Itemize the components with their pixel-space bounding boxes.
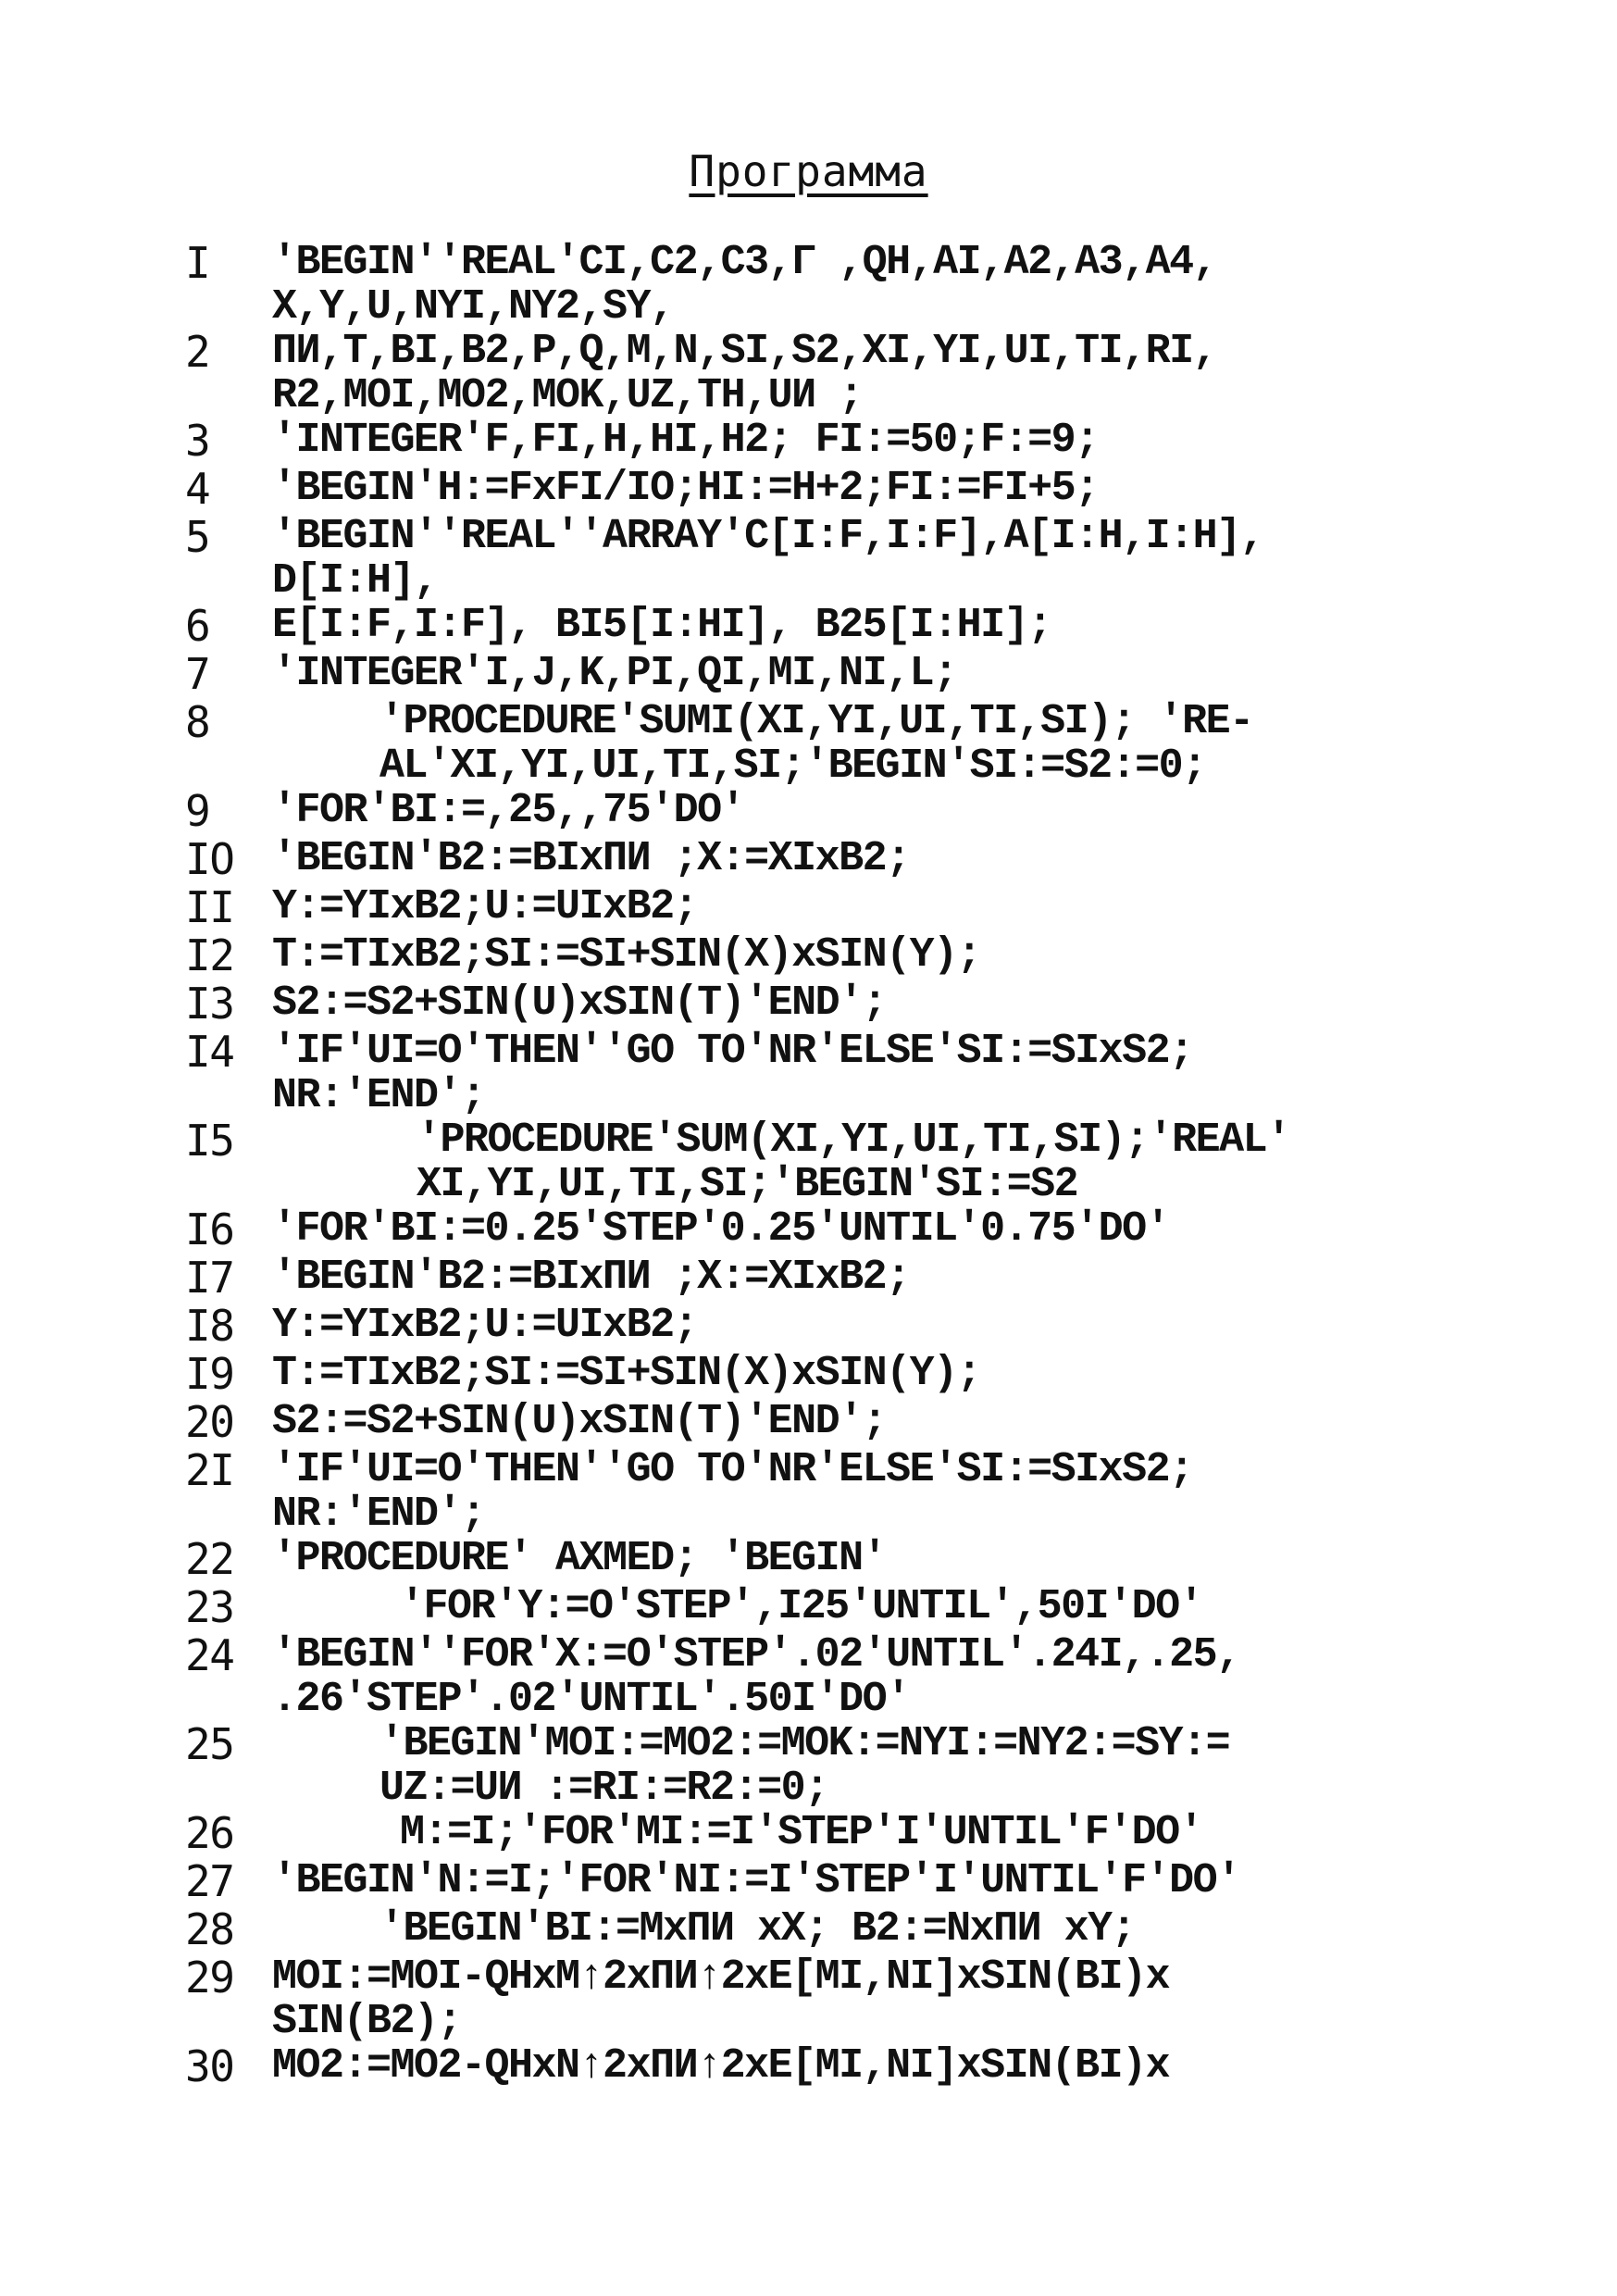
code-line	[185, 465, 1518, 513]
code-text: NR:'END';	[272, 1491, 485, 1538]
code-line-continuation	[185, 1676, 1518, 1723]
code-line	[185, 1117, 1518, 1165]
code-line	[185, 1631, 1518, 1679]
line-number: I6	[185, 1204, 234, 1254]
code-line	[185, 1905, 1518, 1953]
code-text: M:=I;'FOR'MI:=I'STEP'I'UNTIL'F'DO'	[400, 1809, 1203, 1856]
code-text: NR:'END';	[272, 1072, 485, 1119]
code-text: 'IF'UI=O'THEN''GO TO'NR'ELSE'SI:=SIxS2;	[272, 1446, 1193, 1493]
line-number: 8	[185, 697, 210, 747]
code-line	[185, 835, 1518, 883]
code-text: ПИ,T,BI,B2,P,Q,M,N,SI,S2,XI,YI,UI,TI,RI,	[272, 328, 1217, 375]
code-text: 'INTEGER'I,J,K,PI,QI,MI,NI,L;	[272, 650, 957, 697]
code-line-continuation	[185, 283, 1518, 331]
code-line	[185, 1720, 1518, 1768]
code-line	[185, 1398, 1518, 1446]
line-number: I	[185, 238, 210, 288]
line-number: 4	[185, 464, 210, 514]
code-text: R2,MOI,MO2,MOK,UZ,TH,UИ ;	[272, 372, 863, 419]
code-line	[185, 1446, 1518, 1494]
code-text: X,Y,U,NYI,NY2,SY,	[272, 283, 674, 331]
code-text: T:=TIxB2;SI:=SI+SIN(X)xSIN(Y);	[272, 931, 981, 979]
code-line	[185, 1254, 1518, 1302]
code-text: 'BEGIN'B2:=BIxПИ ;X:=XIxB2;	[272, 1254, 910, 1301]
line-number: 28	[185, 1904, 234, 1954]
line-number: 20	[185, 1397, 234, 1447]
program-listing	[185, 239, 1518, 2090]
code-text: AL'XI,YI,UI,TI,SI;'BEGIN'SI:=S2:=0;	[379, 742, 1206, 790]
code-text: SIN(B2);	[272, 1998, 462, 2045]
code-line	[185, 513, 1518, 561]
code-line	[185, 2042, 1518, 2090]
line-number: I8	[185, 1301, 234, 1351]
line-number: 3	[185, 416, 210, 466]
line-number: 24	[185, 1630, 234, 1680]
line-number: 2I	[185, 1445, 234, 1495]
code-line	[185, 1535, 1518, 1583]
code-line	[185, 1809, 1518, 1857]
code-text: D[I:H],	[272, 557, 438, 605]
code-line	[185, 1028, 1518, 1076]
code-line	[185, 602, 1518, 650]
code-text: E[I:F,I:F], BI5[I:HI], B25[I:HI];	[272, 602, 1051, 649]
line-number: 7	[185, 649, 210, 699]
code-line-continuation	[185, 1072, 1518, 1119]
code-line	[185, 931, 1518, 980]
line-number: 9	[185, 786, 210, 836]
line-number: I4	[185, 1027, 234, 1077]
code-text: 'FOR'Y:=O'STEP',I25'UNTIL',50I'DO'	[400, 1583, 1203, 1630]
code-line-continuation	[185, 1765, 1518, 1812]
code-line	[185, 1583, 1518, 1631]
code-text: T:=TIxB2;SI:=SI+SIN(X)xSIN(Y);	[272, 1350, 981, 1397]
code-text: XI,YI,UI,TI,SI;'BEGIN'SI:=S2	[417, 1161, 1078, 1208]
line-number: 25	[185, 1719, 234, 1769]
code-text: 'BEGIN'N:=I;'FOR'NI:=I'STEP'I'UNTIL'F'DO'	[272, 1857, 1240, 1904]
code-text: 'PROCEDURE'SUM(XI,YI,UI,TI,SI);'REAL'	[417, 1117, 1290, 1164]
line-number: 22	[185, 1534, 234, 1584]
code-line-continuation	[185, 742, 1518, 790]
code-text: 'PROCEDURE' AXMED; 'BEGIN'	[272, 1535, 887, 1582]
code-text: 'IF'UI=O'THEN''GO TO'NR'ELSE'SI:=SIxS2;	[272, 1028, 1193, 1075]
code-text: 'BEGIN'MOI:=MO2:=MOK:=NYI:=NY2:=SY:=	[379, 1720, 1230, 1767]
code-line-continuation	[185, 557, 1518, 605]
line-number: 29	[185, 1953, 234, 2003]
code-line-continuation	[185, 1998, 1518, 2045]
code-text: 'BEGIN''REAL''ARRAY'C[I:F,I:F],A[I:H,I:H],	[272, 513, 1264, 560]
code-text: 'BEGIN'H:=FxFI/IO;HI:=H+2;FI:=FI+5;	[272, 465, 1099, 512]
code-line-continuation	[185, 1491, 1518, 1538]
code-line	[185, 698, 1518, 746]
line-number: 5	[185, 512, 210, 562]
line-number: I5	[185, 1116, 234, 1166]
line-number: I3	[185, 979, 234, 1029]
code-text: 'BEGIN''REAL'CI,C2,C3,Г ,QH,AI,A2,A3,A4,	[272, 239, 1217, 286]
code-text: .26'STEP'.02'UNTIL'.50I'DO'	[272, 1676, 910, 1723]
code-line	[185, 417, 1518, 465]
line-number: I9	[185, 1349, 234, 1399]
code-text: 'BEGIN'BI:=MxПИ xX; B2:=NxПИ xY;	[379, 1905, 1136, 1953]
code-text: S2:=S2+SIN(U)xSIN(T)'END';	[272, 1398, 887, 1445]
line-number: 23	[185, 1582, 234, 1632]
code-text: MOI:=MOI-QHxM↑2xПИ↑2xE[MI,NI]xSIN(BI)x	[272, 1953, 1170, 2001]
code-text: UZ:=UИ :=RI:=R2:=0;	[379, 1765, 828, 1812]
page-title: Программа	[689, 146, 928, 196]
code-line	[185, 239, 1518, 287]
line-number: 2	[185, 327, 210, 377]
line-number: IO	[185, 834, 234, 884]
code-text: 'BEGIN''FOR'X:=O'STEP'.02'UNTIL'.24I,.25,	[272, 1631, 1240, 1678]
code-text: 'BEGIN'B2:=BIxПИ ;X:=XIxB2;	[272, 835, 910, 882]
line-number: 26	[185, 1808, 234, 1858]
code-text: 'FOR'BI:=,25,,75'DO'	[272, 787, 745, 834]
line-number: I2	[185, 930, 234, 980]
code-line-continuation	[185, 372, 1518, 419]
code-text: 'PROCEDURE'SUMI(XI,YI,UI,TI,SI); 'RE-	[379, 698, 1253, 745]
code-line	[185, 980, 1518, 1028]
code-line	[185, 1205, 1518, 1254]
code-text: Y:=YIxB2;U:=UIxB2;	[272, 883, 698, 930]
code-text: S2:=S2+SIN(U)xSIN(T)'END';	[272, 980, 887, 1027]
line-number: I7	[185, 1253, 234, 1303]
code-line	[185, 1302, 1518, 1350]
code-text: MO2:=MO2-QHxN↑2xПИ↑2xE[MI,NI]xSIN(BI)x	[272, 2042, 1170, 2090]
code-line	[185, 650, 1518, 698]
line-number: II	[185, 882, 234, 932]
code-text: 'INTEGER'F,FI,H,HI,H2; FI:=50;F:=9;	[272, 417, 1099, 464]
code-line	[185, 1857, 1518, 1905]
code-text: Y:=YIxB2;U:=UIxB2;	[272, 1302, 698, 1349]
line-number: 27	[185, 1856, 234, 1906]
code-line	[185, 1953, 1518, 2002]
code-line	[185, 883, 1518, 931]
code-line	[185, 328, 1518, 376]
code-line-continuation	[185, 1161, 1518, 1208]
line-number: 30	[185, 2041, 234, 2091]
code-line	[185, 787, 1518, 835]
code-text: 'FOR'BI:=0.25'STEP'0.25'UNTIL'0.75'DO'	[272, 1205, 1170, 1253]
line-number: 6	[185, 601, 210, 651]
code-line	[185, 1350, 1518, 1398]
